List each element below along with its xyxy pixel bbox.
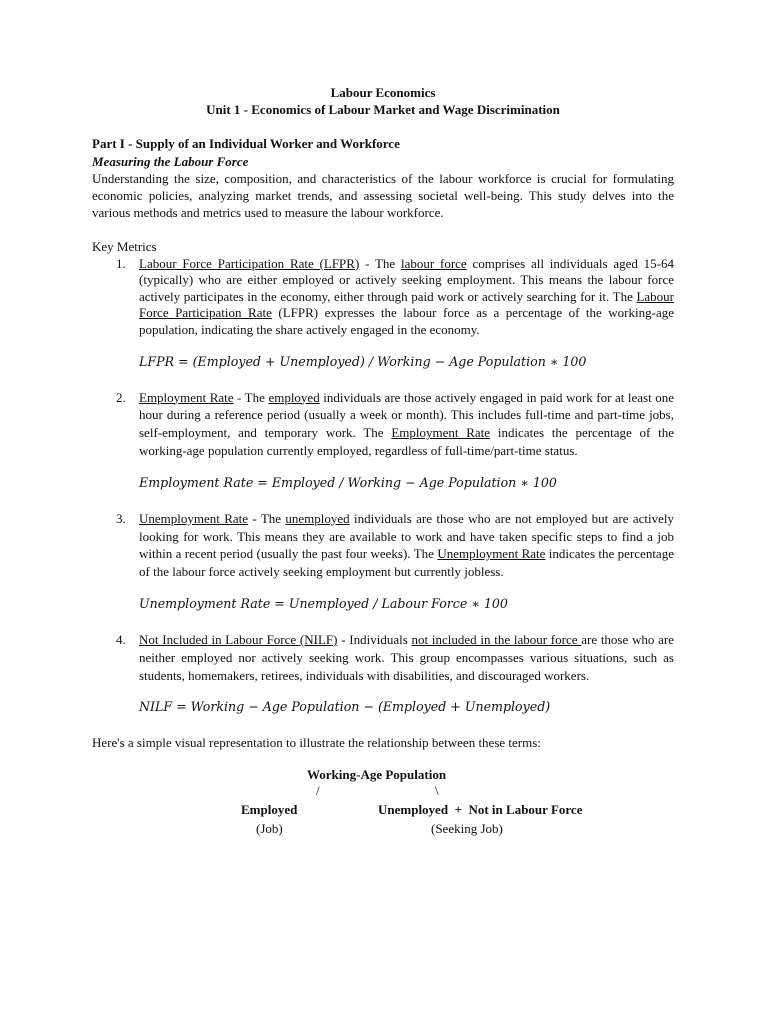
list-item: 1. Labour Force Participation Rate (LFPR) - The labour force comprises all individuals aged 15-64 (typically) who are either employed or actively seeking employment. This means the labour force actively participates in the economy, either through paid work or actively searching for it. The Labour Force Participation Rate (LFPR) expresses the labour force as a percentage of the working-age population, indicating the share actively engaged in the economy.: [116, 255, 674, 337]
formula-unemployment-rate: Unemployment Rate = Unemployed / Labour Force ∗ 100: [139, 595, 508, 611]
part-heading: Part I - Supply of an Individual Worker and Workforce: [92, 136, 400, 152]
diagram-job-label: (Job): [256, 820, 283, 836]
list-item-number: 3.: [116, 510, 126, 526]
list-item-number: 1.: [116, 255, 126, 271]
key-metrics-label: Key Metrics: [92, 239, 157, 255]
list-item: 2. Employment Rate - The employed individuals are those actively engaged in paid work for at least one hour during a reference period (usually a week or month). This includes full-time and part-time jobs, self-employment, and temporary work. The Employment Rate indicates the percentage of the working-age population currently employed, regardless of full-time/part-time status.: [116, 389, 674, 458]
key-metrics-list: [92, 256, 674, 717]
term-nilf: Not Included in Labour Force (NILF): [139, 631, 338, 647]
term-unemployment-rate: Unemployment Rate: [139, 510, 249, 526]
intro-paragraph: Understanding the size, composition, and characteristics of the labour workforce is crucial for formulating economic policies, analyzing market trends, and assessing societal well-being. This study delves into the various methods and metrics used to measure the labour workforce.: [92, 170, 674, 221]
term-labour-force: labour force: [400, 255, 467, 271]
document-page: [92, 84, 674, 838]
relationship-diagram: [92, 766, 674, 838]
term-employment-rate-inline: Employment Rate: [391, 425, 491, 441]
diagram-unemployed-node: Unemployed + Not in Labour Force: [378, 801, 583, 817]
term-unemployment-rate-inline: Unemployment Rate: [437, 546, 546, 562]
diagram-top-node: Working-Age Population: [307, 766, 447, 782]
diagram-slash-left: /: [316, 782, 320, 798]
term-not-included: not included in the labour force: [411, 631, 582, 647]
term-unemployed: unemployed: [285, 510, 350, 526]
term-employed: employed: [268, 389, 320, 405]
document-subtitle: Unit 1 - Economics of Labour Market and Wage Discrimination: [206, 102, 560, 118]
diagram-employed-node: Employed: [241, 801, 298, 817]
diagram-slash-right: \: [435, 782, 439, 798]
document-title: Labour Economics: [330, 85, 436, 100]
visual-intro: Here's a simple visual representation to illustrate the relationship between these terms:: [92, 735, 541, 751]
list-item-number: 2.: [116, 389, 126, 405]
formula-lfpr: LFPR = (Employed + Unemployed) / Working − Age Population ∗ 100: [139, 353, 587, 369]
diagram-seeking-label: (Seeking Job): [431, 820, 503, 836]
formula-nilf: NILF = Working − Age Population − (Employed + Unemployed): [139, 699, 551, 715]
list-item-number: 4.: [116, 631, 126, 647]
term-lfpr: Labour Force Participation Rate (LFPR): [139, 255, 360, 271]
section-heading: Measuring the Labour Force: [92, 153, 249, 169]
term-employment-rate: Employment Rate: [139, 389, 234, 405]
formula-employment-rate: Employment Rate = Employed / Working − Age Population ∗ 100: [139, 474, 557, 490]
list-item: 3. Unemployment Rate - The unemployed individuals are those who are not employed but are actively looking for work. This means they are available to work and have taken specific steps to find a job within a recent period (usually the past four weeks). The Unemployment Rate indicates the percentage of the labour force actively seeking employment but currently jobless.: [116, 510, 674, 580]
list-item: 4. Not Included in Labour Force (NILF) - Individuals not included in the labour force are those who are neither employed nor actively seeking work. This group encompasses various situations, such as students, homemakers, retirees, individuals with disabilities, and discouraged workers.: [116, 631, 674, 683]
term-participation-rate: Labour Force Participation Rate: [139, 288, 674, 321]
